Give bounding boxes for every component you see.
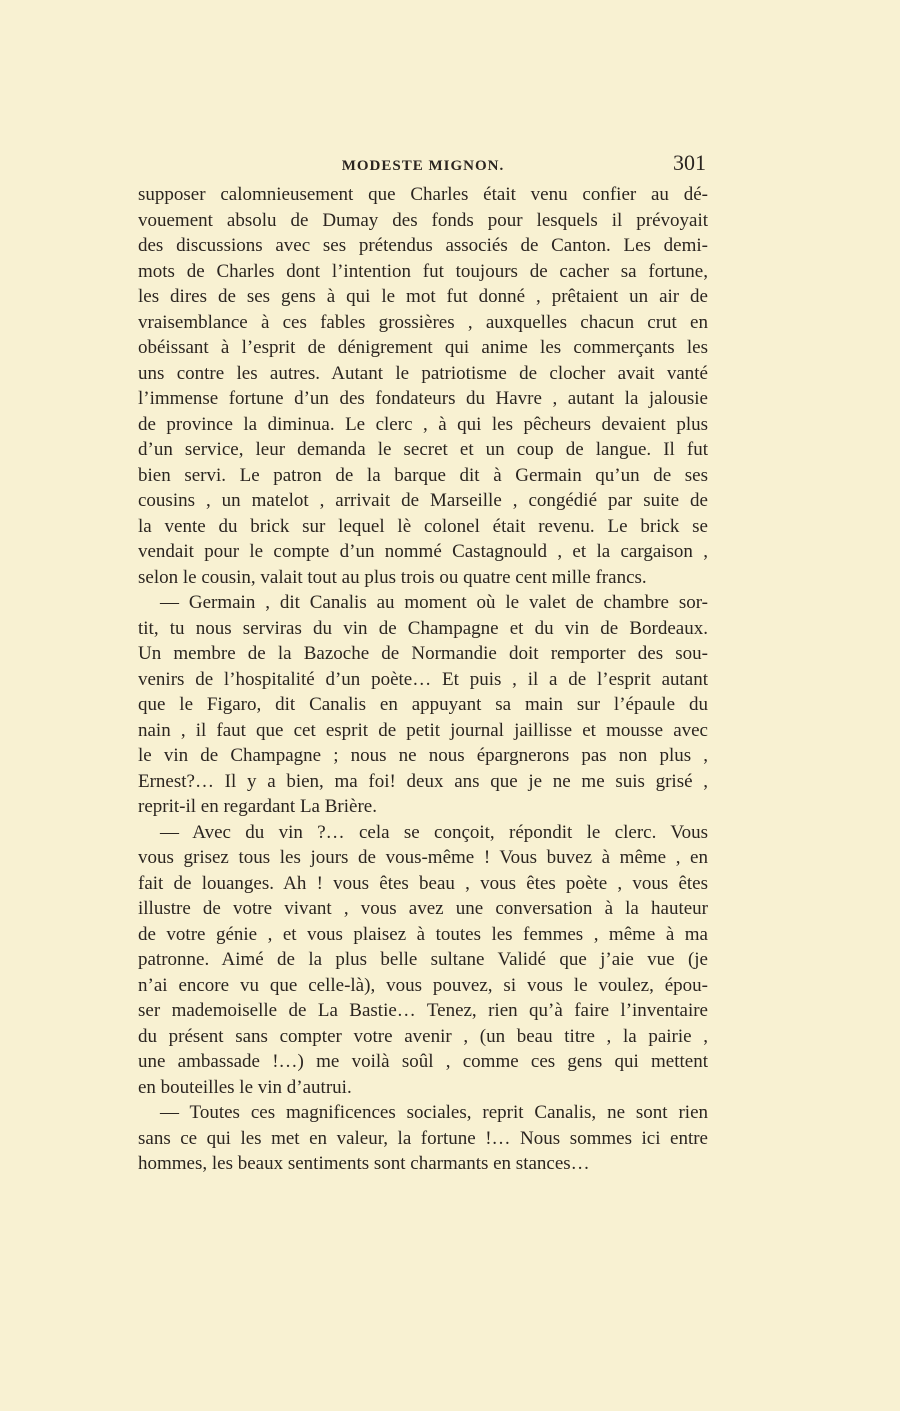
text-line: cousins , un matelot , arrivait de Marseille , congédié par suite de bbox=[138, 490, 708, 511]
text-line: Ernest?… Il y a bien, ma foi! deux ans que je ne me suis grisé , bbox=[138, 770, 708, 792]
text-line: venirs de l’hospitalité d’un poète… Et puis , il a de l’esprit autant bbox=[138, 668, 708, 690]
page-body bbox=[138, 182, 708, 1177]
text-line: ser mademoiselle de La Bastie… Tenez, rien qu’à faire l’inventaire bbox=[138, 1000, 708, 1021]
text-line: du présent sans compter votre avenir , (un beau titre , la pairie , bbox=[138, 1025, 708, 1047]
paragraph bbox=[138, 182, 708, 590]
text-line: de province la diminua. Le clerc , à qui les pêcheurs devaient plus bbox=[138, 413, 708, 435]
text-line: les dires de ses gens à qui le mot fut donné , prêtaient un air de bbox=[138, 286, 708, 307]
text-line: vous grisez tous les jours de vous-même ! Vous buvez à même , en bbox=[138, 847, 708, 868]
paragraph bbox=[138, 590, 708, 820]
paragraph bbox=[138, 1100, 708, 1177]
text-line: l’immense fortune d’un des fondateurs du Havre , autant la jalousie bbox=[138, 388, 708, 409]
text-line: — Avec du vin ?… cela se conçoit, répondit le clerc. Vous bbox=[160, 821, 708, 843]
text-line: illustre de votre vivant , vous avez une conversation à la hauteur bbox=[138, 898, 708, 919]
text-line: hommes, les beaux sentiments sont charmants en stances… bbox=[138, 1153, 590, 1174]
text-line: bien servi. Le patron de la barque dit à Germain qu’un de ses bbox=[138, 464, 708, 486]
page-header bbox=[138, 150, 708, 180]
text-line: d’un service, leur demanda le secret et un coup de langue. Il fut bbox=[138, 439, 708, 460]
text-line: reprit-il en regardant La Brière. bbox=[138, 796, 377, 817]
text-line: Un membre de la Bazoche de Normandie doit remporter des sou- bbox=[138, 643, 708, 664]
text-line: selon le cousin, valait tout au plus trois ou quatre cent mille francs. bbox=[138, 566, 647, 588]
text-line: en bouteilles le vin d’autrui. bbox=[138, 1076, 352, 1098]
text-line: que le Figaro, dit Canalis en appuyant sa main sur l’épaule du bbox=[138, 694, 708, 715]
text-line: uns contre les autres. Autant le patriotisme de clocher avait vanté bbox=[138, 362, 708, 384]
text-line: patronne. Aimé de la plus belle sultane Validé que j’aie vue (je bbox=[138, 949, 708, 970]
text-line: la vente du brick sur lequel lè colonel était revenu. Le brick se bbox=[138, 515, 708, 537]
text-line: vouement absolu de Dumay des fonds pour lesquels il prévoyait bbox=[138, 209, 708, 231]
text-line: des discussions avec ses prétendus associés de Canton. Les demi- bbox=[138, 235, 708, 256]
paragraph bbox=[138, 820, 708, 1101]
text-line: vraisemblance à ces fables grossières , auxquelles chacun crut en bbox=[138, 311, 708, 333]
text-line: supposer calomnieusement que Charles était venu confier au dé- bbox=[138, 184, 708, 205]
text-line: mots de Charles dont l’intention fut toujours de cacher sa fortune, bbox=[138, 260, 708, 282]
text-line: vendait pour le compte d’un nommé Castagnould , et la cargaison , bbox=[138, 541, 708, 562]
running-title: MODESTE MIGNON. bbox=[341, 158, 505, 174]
text-line: n’ai encore vu que celle-là), vous pouvez, si vous le voulez, épou- bbox=[138, 974, 708, 996]
text-line: tit, tu nous serviras du vin de Champagne et du vin de Bordeaux. bbox=[138, 617, 708, 639]
text-line: — Germain , dit Canalis au moment où le valet de chambre sor- bbox=[160, 592, 708, 613]
page-number: 301 bbox=[673, 150, 706, 175]
text-line: — Toutes ces magnificences sociales, reprit Canalis, ne sont rien bbox=[160, 1102, 708, 1123]
text-line: fait de louanges. Ah ! vous êtes beau , vous êtes poète , vous êtes bbox=[138, 872, 708, 894]
text-line: obéissant à l’esprit de dénigrement qui anime les commerçants les bbox=[138, 337, 708, 358]
text-line: une ambassade !…) me voilà soûl , comme ces gens qui mettent bbox=[138, 1051, 708, 1072]
text-line: sans ce qui les met en valeur, la fortune !… Nous sommes ici entre bbox=[138, 1127, 708, 1149]
text-line: de votre génie , et vous plaisez à toutes les femmes , même à ma bbox=[138, 923, 708, 945]
text-line: nain , il faut que cet esprit de petit journal jaillisse et mousse avec bbox=[138, 719, 708, 741]
text-line: le vin de Champagne ; nous ne nous épargnerons pas non plus , bbox=[138, 745, 708, 766]
